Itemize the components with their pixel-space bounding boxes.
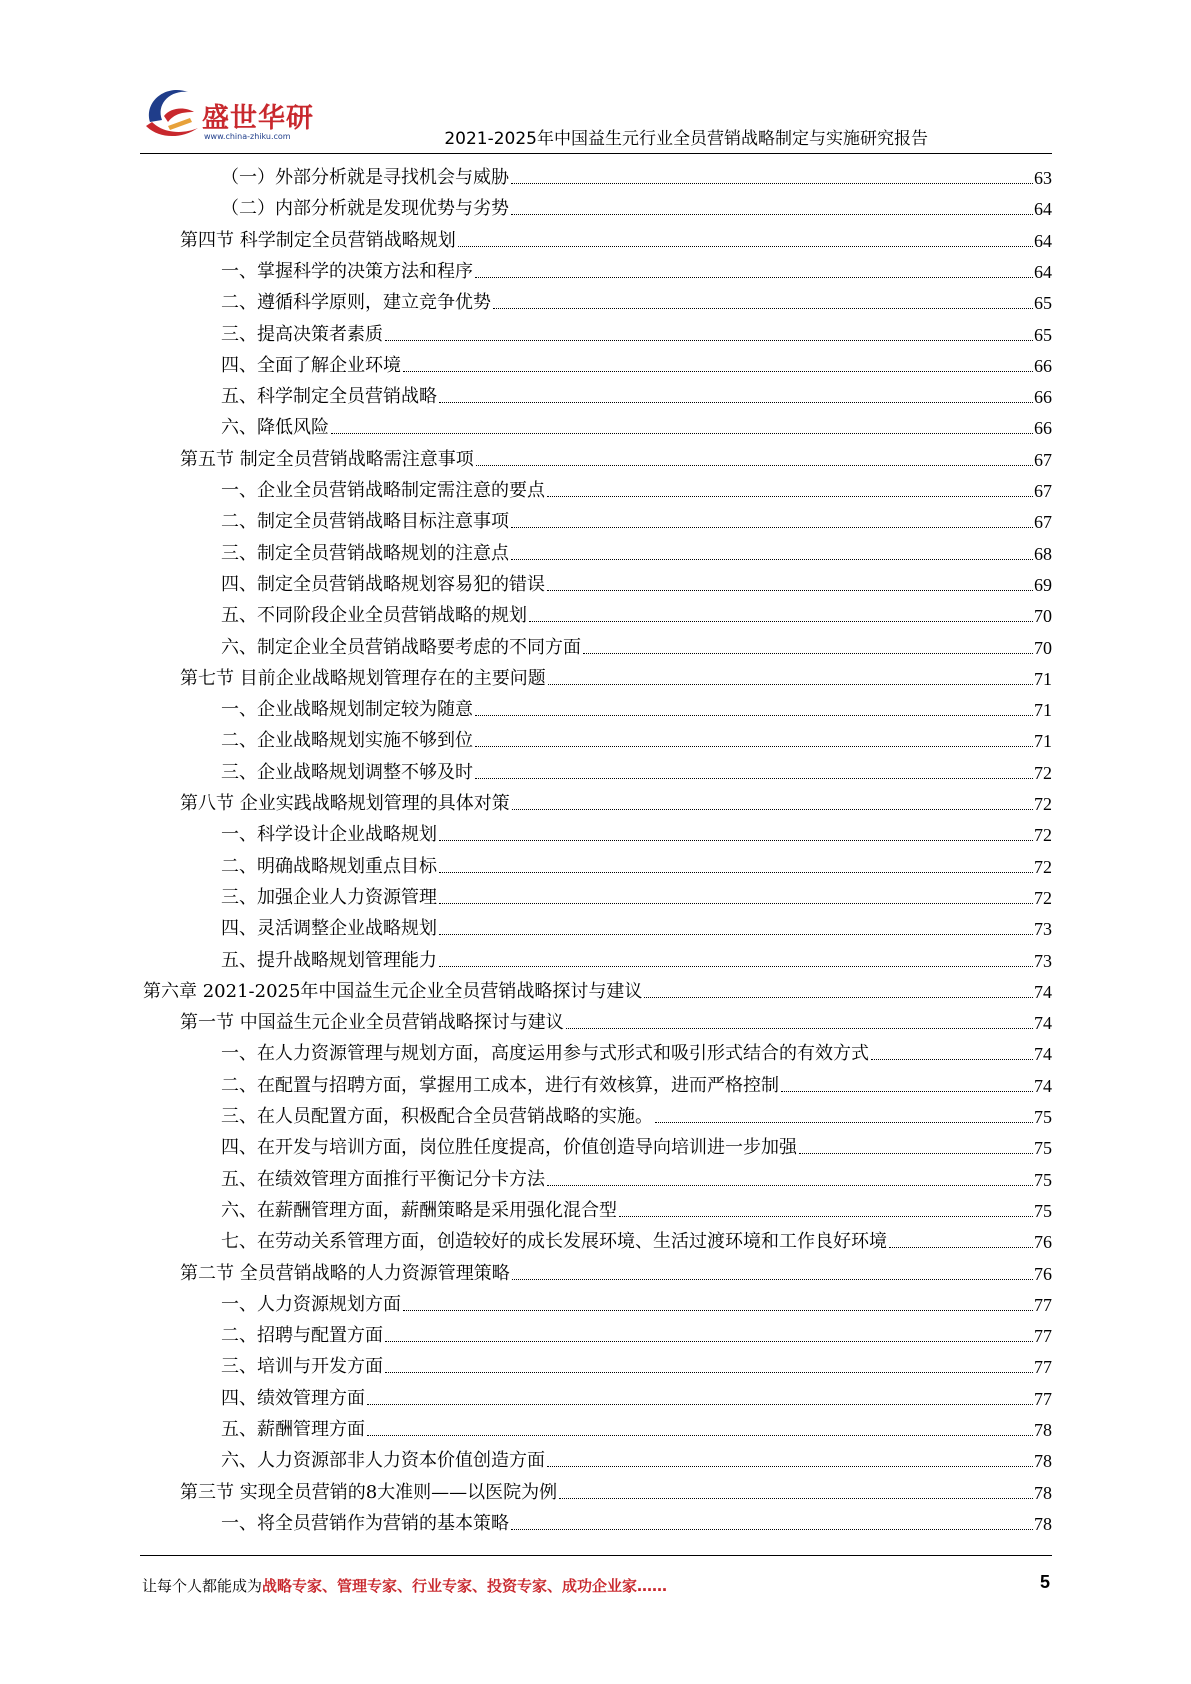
page-header [0,0,1191,160]
toc-entry-label: 五、不同阶段企业全员营销战略的规划 [221,605,527,627]
toc-entry-label: 一、在人力资源管理与规划方面，高度运用参与式形式和吸引形式结合的有效方式 [221,1043,869,1065]
toc-entry[interactable] [180,784,1052,815]
toc-entry-label: 二、在配置与招聘方面，掌握用工成本，进行有效核算，进而严格控制 [221,1074,779,1096]
toc-entry-page: 67 [1034,449,1052,470]
toc-entry-label: 第一节 中国益生元企业全员营销战略探讨与建议 [180,1012,564,1034]
toc-entry-label: 四、绩效管理方面 [221,1387,365,1409]
toc-entry-label: 第七节 目前企业战略规划管理存在的主要问题 [180,667,546,689]
toc-leader-dots [403,1310,1033,1311]
toc-entry[interactable] [221,1097,1052,1128]
toc-leader-dots [475,277,1033,278]
toc-entry-label: 五、薪酬管理方面 [221,1419,365,1440]
toc-entry[interactable] [221,690,1052,721]
toc-entry-page: 67 [1034,512,1052,533]
toc-entry[interactable] [221,1316,1052,1347]
toc-entry-label: 四、制定全员营销战略规划容易犯的错误 [221,573,545,595]
toc-entry-label: 四、全面了解企业环境 [221,354,401,376]
toc-entry-page: 72 [1034,794,1052,814]
toc-entry[interactable] [221,1347,1052,1378]
toc-entry-label: 四、在开发与培训方面，岗位胜任度提高，价值创造导向培训进一步加强 [221,1137,797,1159]
toc-entry-label: 二、企业战略规划实施不够到位 [221,730,473,752]
toc-entry[interactable] [221,471,1052,502]
toc-entry-label: 一、将全员营销作为营销的基本策略 [221,1512,509,1534]
toc-entry[interactable] [221,1410,1052,1441]
toc-leader-dots [871,1059,1033,1060]
toc-entry-label: 三、培训与开发方面 [221,1356,383,1378]
toc-entry-page: 71 [1034,731,1052,752]
toc-entry[interactable] [221,189,1052,220]
toc-leader-dots [439,966,1033,967]
toc-leader-dots [385,1341,1033,1342]
toc-entry-label: （二）内部分析就是发现优势与劣势 [221,198,509,220]
toc-leader-dots [458,246,1033,247]
toc-leader-dots [559,1498,1033,1499]
toc-entry[interactable] [221,315,1052,346]
toc-entry-label: 一、掌握科学的决策方法和程序 [221,260,473,282]
toc-leader-dots [547,496,1033,497]
toc-entry-page: 66 [1034,387,1052,408]
slogan-prefix: 让每个人都能成为 [142,1577,263,1595]
toc-entry-label: 五、提升战略规划管理能力 [221,949,437,971]
logo-swoosh-icon [140,82,206,148]
toc-entry-label: 五、在绩效管理方面推行平衡记分卡方法 [221,1168,545,1190]
toc-entry[interactable] [221,377,1052,408]
toc-entry-label: 第二节 全员营销战略的人力资源管理策略 [180,1262,510,1284]
toc-entry[interactable] [221,596,1052,627]
toc-entry-page: 65 [1034,293,1052,314]
toc-entry-label: 二、制定全员营销战略目标注意事项 [221,511,509,533]
toc-entry-label: 六、制定企业全员营销战略要考虑的不同方面 [221,636,581,658]
toc-entry-label: 六、降低风险 [221,417,329,439]
toc-entry[interactable] [180,221,1052,252]
toc-leader-dots [367,1404,1033,1405]
toc-entry-page: 64 [1034,230,1052,251]
toc-leader-dots [331,433,1033,434]
toc-entry-label: 一、企业全员营销战略制定需注意的要点 [221,480,545,501]
toc-leader-dots [511,214,1033,215]
logo-name: 盛世华研 [202,103,314,134]
toc-entry-label: 一、人力资源规划方面 [221,1293,401,1315]
toc-entry-page: 66 [1034,355,1052,376]
toc-entry-page: 64 [1034,199,1052,220]
toc-entry-label: 三、提高决策者素质 [221,323,383,345]
toc-entry[interactable] [143,972,1052,1003]
toc-entry-label: 一、企业战略规划制定较为随意 [221,699,473,721]
toc-leader-dots [583,653,1033,654]
toc-entry[interactable] [221,909,1052,940]
toc-leader-dots [781,1091,1033,1092]
toc-entry-page: 72 [1034,762,1052,783]
toc-leader-dots [403,371,1033,372]
toc-entry-page: 76 [1034,1232,1052,1253]
toc-entry[interactable] [221,1379,1052,1410]
toc-entry-label: 第三节 实现全员营销的8大准则——以医院为例 [180,1481,558,1503]
toc-entry-page: 66 [1034,418,1052,439]
toc-entry-page: 78 [1034,1513,1052,1534]
logo-url: www.china-zhiku.com [204,132,291,141]
toc-leader-dots [439,840,1033,841]
toc-entry-label: 二、遵循科学原则，建立竞争优势 [221,292,491,314]
toc-entry-page: 78 [1034,1482,1052,1503]
toc-entry-page: 75 [1034,1107,1052,1127]
toc-entry-page: 78 [1034,1420,1052,1440]
toc-entry-label: 第六章 2021-2025年中国益生元企业全员营销战略探讨与建议 [143,980,643,1002]
toc-entry-label: 第八节 企业实践战略规划管理的具体对策 [180,793,510,814]
toc-entry-page: 65 [1034,324,1052,345]
toc-leader-dots [547,1466,1033,1467]
toc-entry[interactable] [221,1504,1052,1535]
toc-entry-label: （一）外部分析就是寻找机会与威胁 [221,167,509,188]
toc-entry[interactable] [221,815,1052,846]
toc-leader-dots [547,1185,1033,1186]
toc-entry-page: 71 [1034,700,1052,721]
toc-entry-page: 75 [1034,1200,1052,1221]
toc-entry-page: 73 [1034,919,1052,940]
footer-slogan [142,1575,667,1596]
toc-entry[interactable] [221,1066,1052,1097]
toc-leader-dots [548,684,1033,685]
toc-entry[interactable] [221,721,1052,752]
toc-leader-dots [511,1529,1033,1530]
toc-entry[interactable] [180,1254,1052,1285]
toc-entry[interactable] [221,534,1052,565]
toc-entry-page: 75 [1034,1138,1052,1159]
toc-leader-dots [566,1028,1033,1029]
toc-leader-dots [619,1216,1033,1217]
toc-entry[interactable] [221,158,1052,189]
toc-entry[interactable] [180,440,1052,471]
toc-entry[interactable] [221,283,1052,314]
toc-leader-dots [547,590,1033,591]
toc-entry-page: 77 [1034,1326,1052,1347]
toc-entry[interactable] [221,565,1052,596]
toc-entry-label: 七、在劳动关系管理方面，创造较好的成长发展环境、生活过渡环境和工作良好环境 [221,1231,887,1253]
toc-entry[interactable] [221,628,1052,659]
toc-entry-label: 六、在薪酬管理方面，薪酬策略是采用强化混合型 [221,1199,617,1221]
toc-entry-page: 77 [1034,1357,1052,1378]
toc-entry-label: 四、灵活调整企业战略规划 [221,918,437,940]
company-logo [140,82,330,152]
toc-leader-dots [367,1435,1033,1436]
toc-entry[interactable] [180,659,1052,690]
toc-entry-label: 三、制定全员营销战略规划的注意点 [221,542,509,564]
toc-leader-dots [476,465,1033,466]
toc-entry[interactable] [221,1128,1052,1159]
toc-entry-page: 76 [1034,1263,1052,1284]
toc-entry-page: 78 [1034,1451,1052,1472]
toc-leader-dots [644,997,1033,998]
toc-entry-page: 70 [1034,606,1052,627]
slogan-emphasis: 战略专家、管理专家、行业专家、投资专家、成功企业家…… [262,1577,668,1595]
toc-entry-page: 63 [1034,168,1052,188]
toc-leader-dots [385,1372,1033,1373]
toc-entry-page: 64 [1034,261,1052,282]
toc-entry-page: 72 [1034,856,1052,877]
report-title: 2021-2025年中国益生元行业全员营销战略制定与实施研究报告 [444,129,928,149]
toc-leader-dots [439,903,1033,904]
toc-entry[interactable] [221,941,1052,972]
toc-leader-dots [493,308,1033,309]
toc-entry-page: 77 [1034,1388,1052,1409]
toc-entry[interactable] [221,1285,1052,1316]
toc-leader-dots [529,621,1033,622]
toc-leader-dots [655,1122,1033,1123]
toc-entry-label: 三、在人员配置方面，积极配合全员营销战略的实施。 [221,1106,653,1127]
toc-entry-page: 72 [1034,887,1052,908]
toc-leader-dots [439,934,1033,935]
toc-entry-label: 三、加强企业人力资源管理 [221,886,437,908]
toc-leader-dots [512,809,1033,810]
toc-entry-page: 68 [1034,543,1052,564]
toc-entry[interactable] [221,1191,1052,1222]
toc-leader-dots [799,1153,1033,1154]
toc-entry[interactable] [221,346,1052,377]
toc-leader-dots [889,1247,1033,1248]
toc-entry[interactable] [221,1160,1052,1191]
toc-entry[interactable] [221,502,1052,533]
toc-entry-label: 六、人力资源部非人力资本价值创造方面 [221,1450,545,1472]
toc-entry[interactable] [221,408,1052,439]
toc-entry-page: 74 [1034,1044,1052,1065]
toc-entry-page: 71 [1034,668,1052,689]
toc-leader-dots [385,340,1033,341]
page-number: 5 [1039,1572,1050,1592]
toc-entry-label: 二、招聘与配置方面 [221,1325,383,1347]
toc-entry-page: 73 [1034,950,1052,971]
toc-entry-label: 第四节 科学制定全员营销战略规划 [180,229,456,251]
toc-entry-page: 70 [1034,637,1052,658]
toc-leader-dots [512,1279,1033,1280]
toc-entry-label: 三、企业战略规划调整不够及时 [221,761,473,783]
footer-divider [140,1555,1052,1556]
toc-entry[interactable] [221,753,1052,784]
toc-entry-label: 一、科学设计企业战略规划 [221,824,437,846]
toc-leader-dots [475,715,1033,716]
header-divider [140,153,1052,154]
toc-entry-page: 74 [1034,1013,1052,1034]
toc-entry-page: 69 [1034,574,1052,595]
toc-entry-page: 74 [1034,1075,1052,1096]
toc-leader-dots [511,183,1033,184]
toc-entry[interactable] [221,1034,1052,1065]
toc-entry-page: 72 [1034,825,1052,846]
toc-leader-dots [439,402,1033,403]
toc-entry[interactable] [180,1003,1052,1034]
toc-entry[interactable] [221,878,1052,909]
toc-leader-dots [475,778,1033,779]
toc-leader-dots [475,746,1033,747]
toc-entry-page: 75 [1034,1169,1052,1190]
toc-leader-dots [511,527,1033,528]
toc-entry-label: 五、科学制定全员营销战略 [221,386,437,408]
toc-leader-dots [511,559,1033,560]
toc-entry[interactable] [221,847,1052,878]
toc-entry-page: 67 [1034,481,1052,501]
toc-entry[interactable] [221,252,1052,283]
toc-entry-page: 74 [1034,981,1052,1002]
toc-entry-label: 二、明确战略规划重点目标 [221,855,437,877]
toc-entry[interactable] [180,1473,1052,1504]
toc-entry-page: 77 [1034,1294,1052,1315]
toc-entry-label: 第五节 制定全员营销战略需注意事项 [180,448,474,470]
toc-entry[interactable] [221,1441,1052,1472]
toc-leader-dots [439,872,1033,873]
toc-entry[interactable] [221,1222,1052,1253]
